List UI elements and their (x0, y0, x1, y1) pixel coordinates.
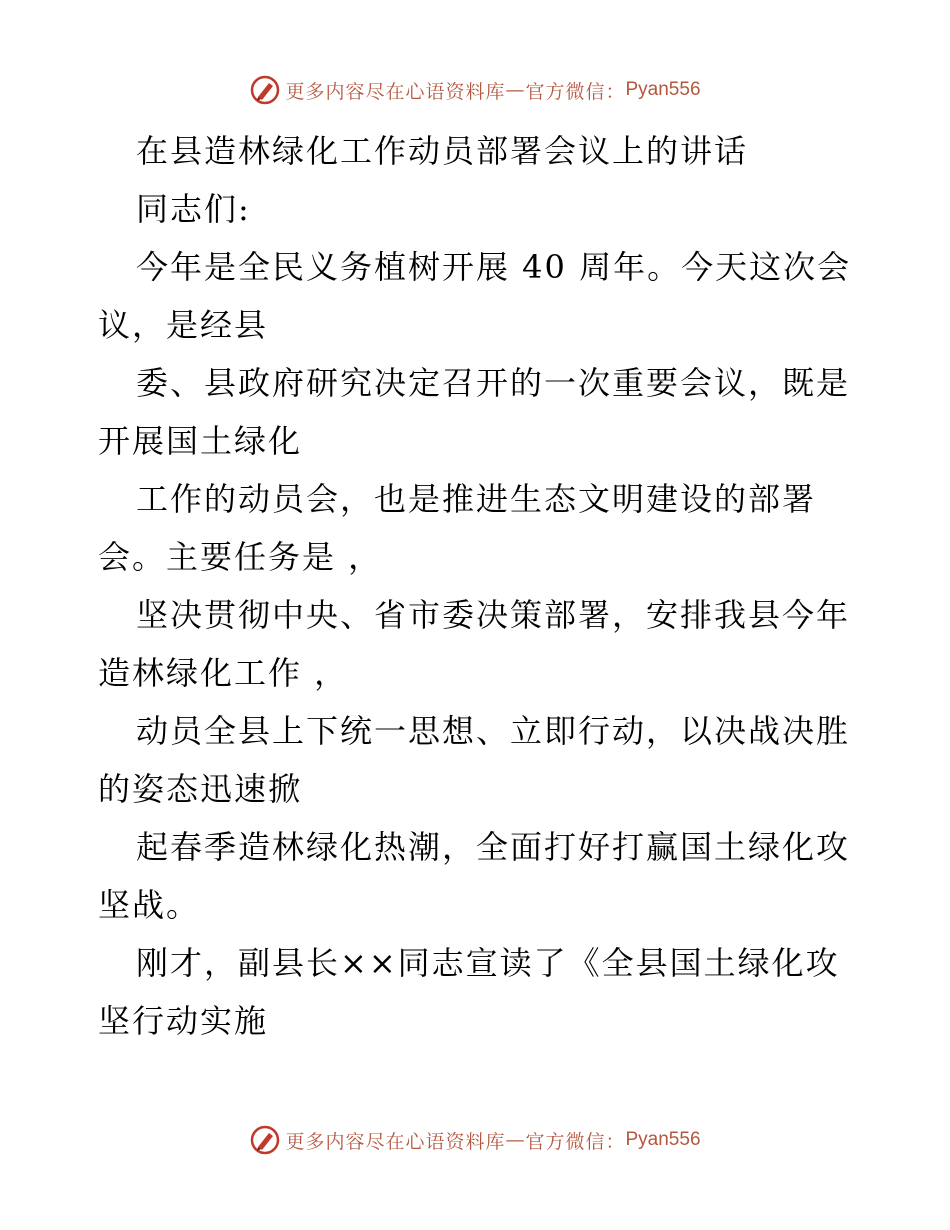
text-line: 今年是全民义务植树开展 40 周年。今天这次会 (136, 248, 852, 286)
header-watermark (0, 70, 950, 110)
watermark-text: 更多内容尽在心语资料库 (285, 1130, 506, 1153)
text-line: 的姿态迅速掀 (98, 770, 303, 808)
pen-logo-icon (249, 74, 281, 106)
pen-logo-icon (249, 1124, 281, 1156)
text-line: 造林绿化工作 ， (98, 654, 349, 692)
text-line: 坚行动实施 (98, 1002, 269, 1040)
text-line: 会。主要任务是 ， (98, 538, 383, 576)
watermark-text: 更多内容尽在心语资料库 (285, 80, 506, 103)
document-body (98, 122, 858, 1050)
footer-watermark (0, 1120, 950, 1160)
watermark-label: 官方微信： (525, 1130, 626, 1153)
text-line: 起春季造林绿化热潮，全面打好打赢国土绿化攻 (136, 828, 851, 866)
text-line: 委、县政府研究决定召开的一次重要会议，既是 (136, 364, 851, 402)
text-line: 工作的动员会，也是推进生态文明建设的部署 (136, 480, 817, 518)
document-title: 在县造林绿化工作动员部署会议上的讲话 (136, 132, 749, 170)
text-line: 开展国土绿化 (98, 422, 303, 460)
text-line: 坚战。 (98, 886, 201, 924)
text-line: 坚决贯彻中央、省市委决策部署，安排我县今年 (136, 596, 851, 634)
salutation: 同志们: (136, 190, 251, 228)
text-line: 议，是经县 (98, 306, 269, 344)
text-line: 动员全县上下统一思想、立即行动，以决战决胜 (136, 712, 851, 750)
text-line: 刚才，副县长××同志宣读了《全县国土绿化攻 (136, 944, 840, 982)
watermark-id: Pyan556 (625, 1129, 701, 1150)
watermark-label: 官方微信： (525, 80, 626, 103)
watermark-id: Pyan556 (625, 79, 701, 100)
watermark-dash: — (505, 1129, 526, 1151)
watermark-dash: — (505, 79, 526, 101)
